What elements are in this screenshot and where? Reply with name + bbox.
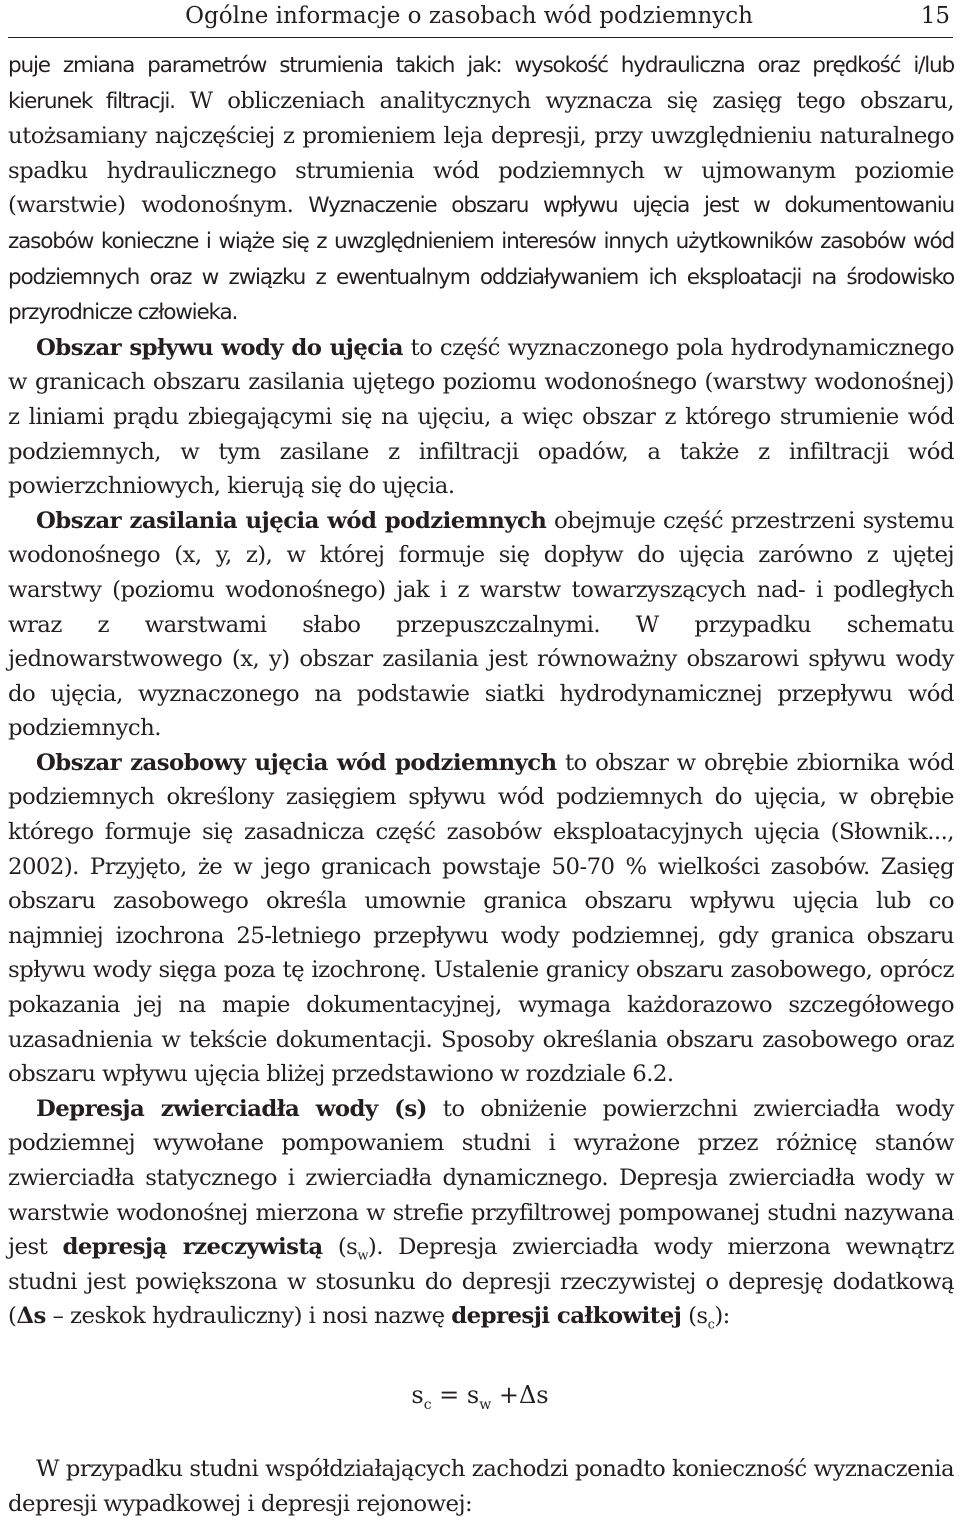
subscript-w: w: [357, 1248, 368, 1264]
term-obszar-splywu: Obszar spływu wody do ujęcia: [36, 334, 403, 361]
term-depresja-calkowita: depresji całkowitej: [451, 1303, 682, 1330]
term-depresja-rzeczywista: depresją rzeczywistą: [62, 1234, 323, 1261]
intro-text-3: Wyznaczenie obszaru wpływu ujęcia jest w dokumentowaniu zasobów konieczne i wiąże się z uwzględnieniem interesów innych użytkowników zasobów wód podziemnych oraz w związku z ewentualnym oddziaływaniem ich eksploatacji na środowisko przyrodnicze człowieka.: [8, 193, 954, 326]
definition-depresja-3: – zeskok hydrauliczny) i nosi nazwę: [45, 1303, 452, 1330]
formula-lhs: s: [411, 1381, 424, 1409]
paragraph-obszar-zasilania: [8, 504, 954, 746]
paragraph-intro: [8, 48, 954, 331]
term-depresja: Depresja zwierciadła wody (s): [36, 1095, 427, 1122]
header-title: Ogólne informacje o zasobach wód podziemnych: [185, 3, 753, 29]
paren-close: ).: [367, 1234, 383, 1261]
paragraph-closing: W przypadku studni współdziałających zachodzi ponadto konieczność wyznaczenia depresji wypadkowej i depresji rejonowej:: [8, 1456, 954, 1517]
definition-depresja-1: to obniżenie powierzchni zwierciadła wody podziemnej wywołane pompowaniem studni i wyrażone przez różnicę stanów zwierciadła statycznego i zwierciadła dynamicznego. Depresja zwierciadła wody w warstwie wodonośnej mierzona w strefie przyfiltrowej pompowanej studni nazywana jest: [8, 1095, 954, 1261]
formula-lhs-sub: c: [423, 1396, 432, 1413]
equation: [0, 1381, 960, 1421]
definition-obszar-zasilania: obejmuje część przestrzeni systemu wodonośnego (x, y, z), w której formuje się dopływ do ujęcia zarówno z ujętej warstwy (poziomu wodonośnego) jak i z warstw towarzyszących nad- i podległych wraz z warstwami słabo przepuszczalnymi. W przypadku schematu jednowarstwowego (x, y) obszar zasilania jest równoważny obszarowi spływu wody do ujęcia, wyznaczonego na podstawie siatki hydrodynamicznej przepływu wód podziemnych.: [8, 507, 954, 742]
term-obszar-zasilania: Obszar zasilania ujęcia wód podziemnych: [36, 507, 547, 534]
paren-close-2: ):: [714, 1303, 730, 1330]
definition-depresja-2: Depresja zwierciadła wody mierzona wewnątrz studni jest powiększona w stosunku do depresji rzeczywistej o depresję dodatkową (: [8, 1234, 954, 1330]
intro-text-2: W obliczeniach analitycznych wyznacza się zasięg tego obszaru, utożsamiany najczęściej z promieniem leja depresji, przy uwzględnieniu naturalnego spadku hydraulicznego strumienia wód podziemnych w ujmowanym poziomie (warstwie) wodonośnym.: [8, 87, 954, 219]
paragraph-depresja: [8, 1092, 954, 1334]
paragraph-obszar-zasobowy: [8, 746, 954, 1092]
symbol-delta-s: Δs: [16, 1303, 46, 1330]
formula-plus: +: [491, 1381, 519, 1409]
subscript-c: c: [707, 1317, 715, 1333]
page-number: 15: [920, 3, 950, 29]
term-obszar-zasobowy: Obszar zasobowy ujęcia wód podziemnych: [36, 749, 557, 776]
intro-text-1: puje zmiana parametrów strumienia takich jak: wysokość hydrauliczna oraz prędkość i/lub kierunek filtracji.: [8, 53, 954, 114]
body-text: [8, 48, 954, 1334]
symbol-sc: (s: [681, 1303, 708, 1330]
symbol-sw: (s: [322, 1234, 358, 1261]
closing-text: [8, 1452, 954, 1521]
header-rule: [8, 37, 953, 38]
formula-delta: Δs: [518, 1381, 549, 1409]
formula-rhs-sub: w: [479, 1396, 492, 1413]
definition-obszar-zasobowy: to obszar w obrębie zbiornika wód podziemnych określony zasięgiem spływu wód podziemnych do ujęcia, w obrębie którego formuje się zasadnicza część zasobów eksploatacyjnych ujęcia (Słownik..., 2002). Przyjęto, że w jego granicach powstaje 50-70 % wielkości zasobów. Zasięg obszaru zasobowego określa umownie granica obszaru wpływu ujęcia lub co najmniej izochrona 25-letniego przepływu wody podziemnej, gdy granica obszaru spływu wody sięga poza tę izochronę. Ustalenie granicy obszaru zasobowego, oprócz pokazania jej na mapie dokumentacyjnej, wymaga każdorazowo szczegółowego uzasadnienia w tekście dokumentacji. Sposoby określania obszaru zasobowego oraz obszaru wpływu ujęcia bliżej przedstawiono w rozdziale 6.2.: [8, 749, 954, 1088]
running-header: [0, 0, 960, 32]
paragraph-obszar-splywu: [8, 331, 954, 504]
formula-equals: =: [431, 1381, 467, 1409]
definition-obszar-splywu: to część wyznaczonego pola hydrodynamicznego w granicach obszaru zasilania ujętego poziomu wodonośnego (warstwy wodonośnej) z liniami prądu zbiegającymi się na ujęciu, a więc obszar z którego strumienie wód podziemnych, w tym zasilane z infiltracji opadów, a także z infiltracji wód powierzchniowych, kierują się do ujęcia.: [8, 334, 955, 500]
formula-rhs: s: [466, 1381, 480, 1409]
